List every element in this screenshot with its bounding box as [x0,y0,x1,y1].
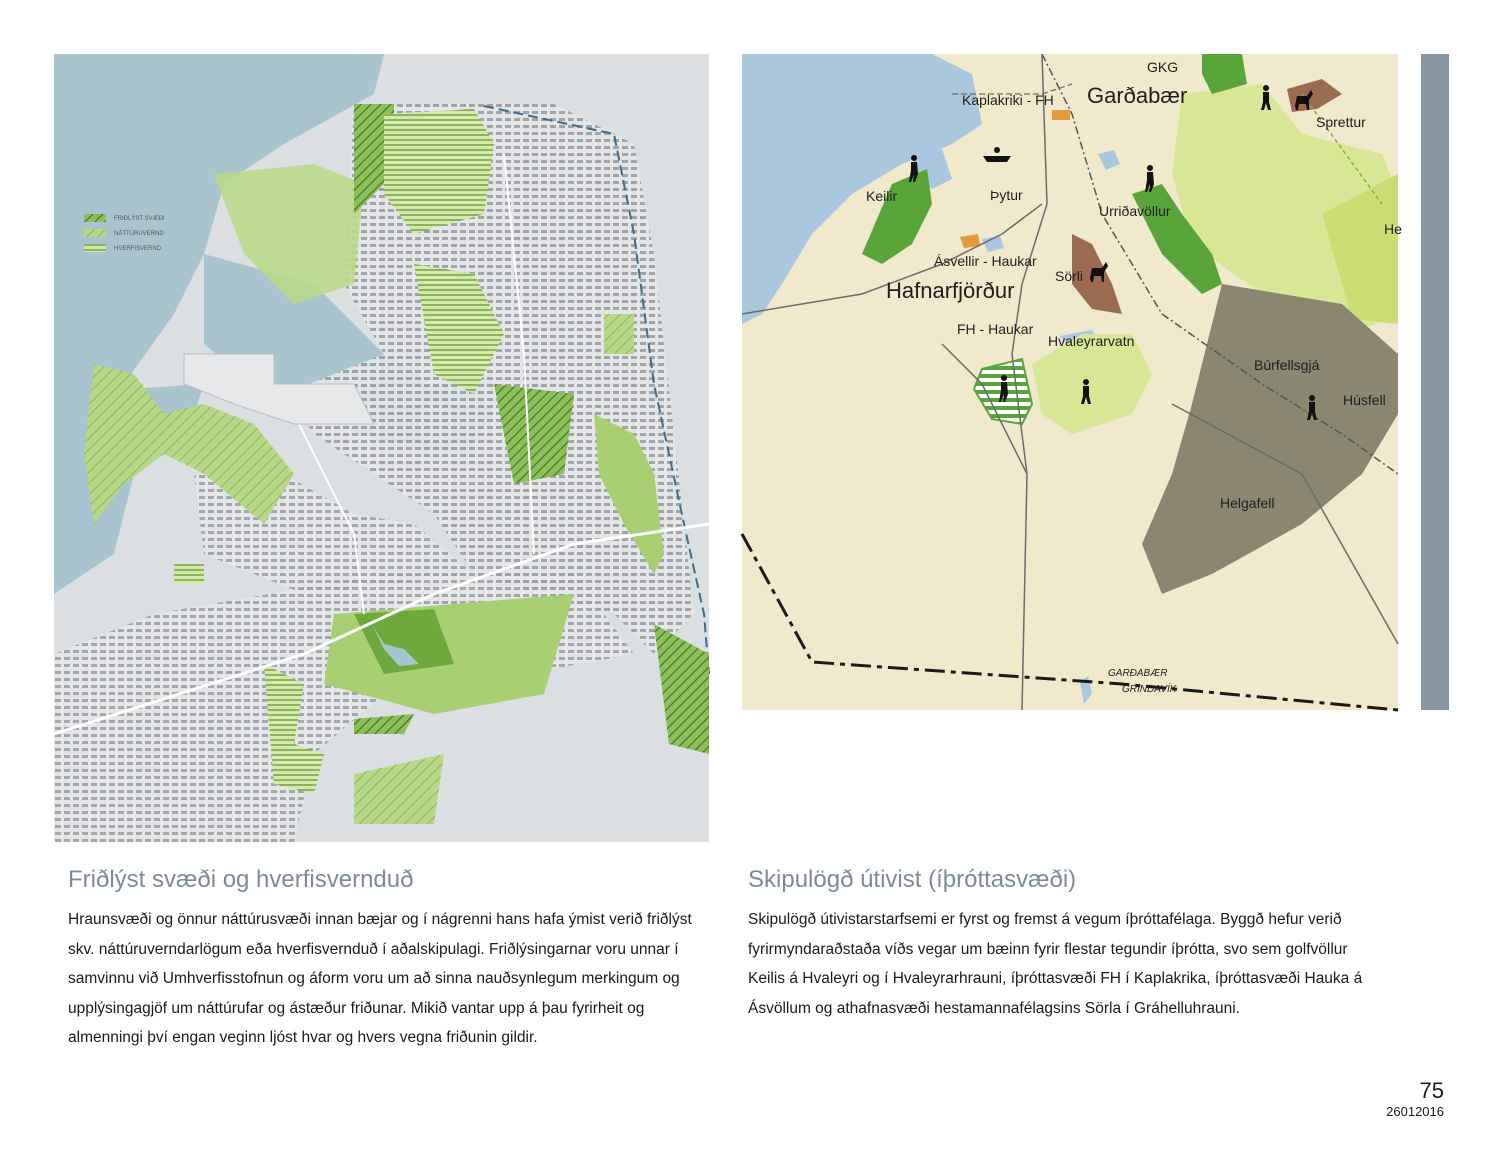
legend-label: FRIÐLÝST SVÆÐI [114,216,165,222]
date-code: 26012016 [1386,1104,1444,1119]
legend-swatch-nature [84,229,106,237]
map-label-sorli: Sörli [1055,268,1084,284]
side-accent-bar [1421,54,1449,710]
section-body-protected: Hraunsvæði og önnur náttúrusvæði innan bæjar og í nágrenni hans hafa ýmist verið friðlýst skv. náttúruverndarlögum eða hverfisvernduð í aðalskipulagi. Friðlýsingarnar voru unnar í samvinnu við Umhverfisstofnun og áform voru um að sinna nauðsynlegum merkingum og upplýsingagjöf um náttúrufar og ástæður friðunar. Mikið vantar upp á þau fyrirheit og almenningi því engan veginn ljóst hvar og hvers vegna friðunin gildir. [68,911,692,1046]
map-label-helgafell: Helgafell [1220,495,1275,511]
section-body-outdoor: Skipulögð útivistarstarfsemi er fyrst og fremst á vegum íþróttafélaga. Byggð hefur verið fyrirmyndaraðstaða víðs vegar um bæinn fyrir flestar tegundir íþrótta, svo sem golfvöllur Keilis á Hvaleyri og í Hvaleyrarhrauni, íþróttasvæði FH í Kaplakrika, íþróttasvæði Hauka á Ásvöllum og athafnasvæði hestamannafélagsins Sörla í Gráhelluhrauni. [748,911,1363,1017]
map-label-sprettur: Sprettur [1316,114,1366,130]
legend-swatch-protected [84,214,106,222]
protected-areas-map [54,54,709,842]
page-number: 75 [1419,1078,1444,1103]
map-label-border-gardabaer: GARÐABÆR [1108,668,1168,679]
map-label-urridavollur: Urriðavöllur [1099,203,1171,219]
map-label-husfell: Húsfell [1343,392,1386,408]
map-legend [84,214,165,252]
legend-label: HVERFISVERND [114,246,162,252]
section-heading-outdoor: Skipulögð útivist (íþróttasvæði) [748,866,1077,893]
map-label-keilir: Keilir [866,188,898,204]
section-heading-protected: Friðlýst svæði og hverfisvernduð [68,866,414,893]
map-label-fh-haukar: FH - Haukar [957,321,1034,337]
map-label-border-grindavik: GRINDAVÍK [1122,684,1177,695]
legend-label: NÁTTÚRUVERND [114,231,164,237]
map-label-gardabaer: Garðabær [1087,83,1188,108]
map-label-thytur: Þytur [990,187,1023,203]
legend-swatch-district [84,244,106,252]
map-label-he: He [1384,221,1402,237]
map-label-hafnarfjordur: Hafnarfjörður [886,278,1015,303]
map-label-gkg: GKG [1147,59,1179,75]
map-label-kaplakriki: Kaplakriki - FH [962,92,1054,108]
map-label-burfellsgja: Búrfellsgjá [1254,357,1320,373]
map-label-asvellir: Ásvellir - Haukar [934,253,1037,269]
sports-areas-map [742,54,1402,710]
map-label-hvaleyrarvatn: Hvaleyrarvatn [1048,333,1135,349]
